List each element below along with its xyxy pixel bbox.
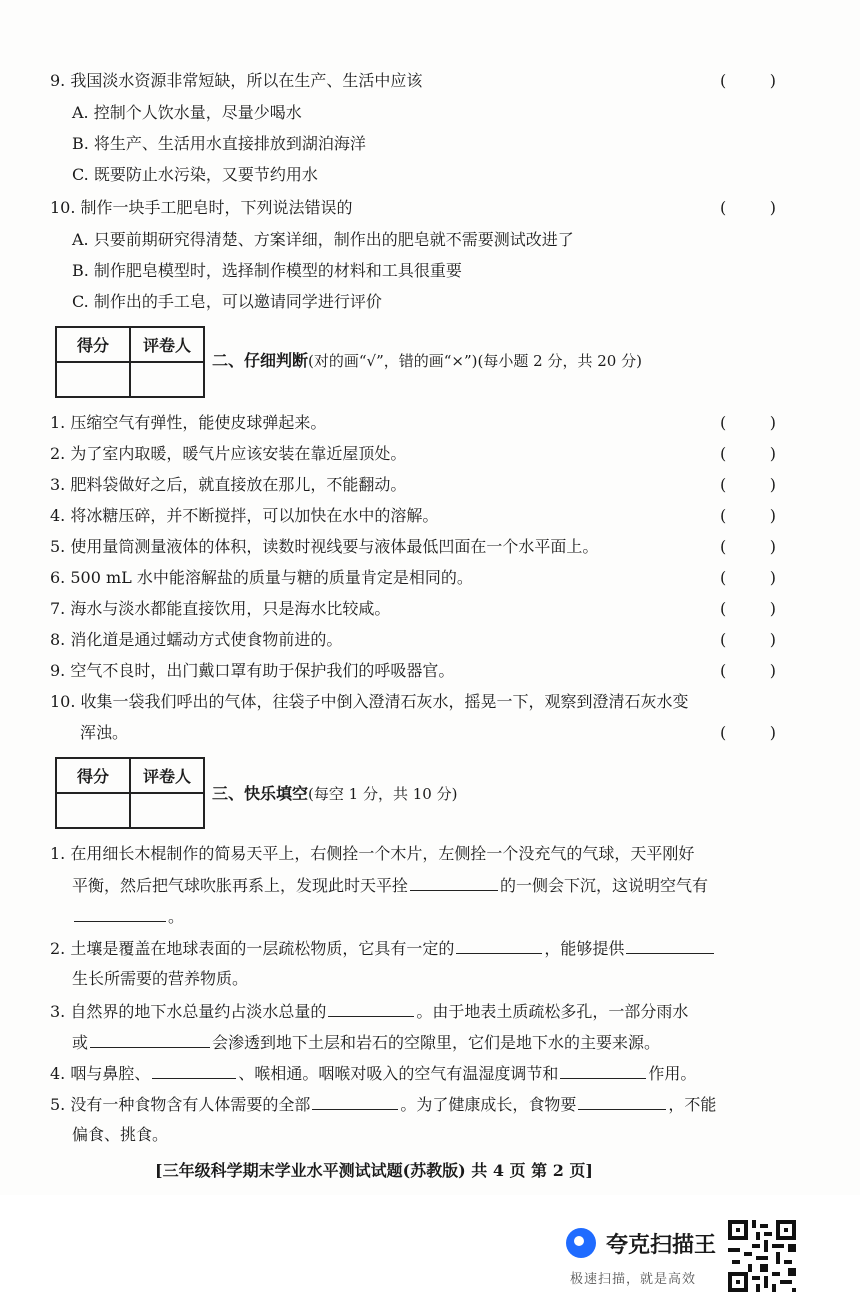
score-cell [56,793,130,828]
judge-item-3: 3. 肥料袋做好之后，就直接放在那儿，不能翻动。 [50,475,407,494]
judge-item-9: 9. 空气不良时，出门戴口罩有助于保护我们的呼吸器官。 [50,661,455,680]
page-footer: [三年级科学期末学业水平测试试题(苏教版) 共 4 页 第 2 页] [155,1161,593,1180]
fill-item-4: 4. 咽与鼻腔、 、喉相通。咽喉对吸入的空气有温湿度调节和 作用。 [50,1064,697,1083]
judge-item-2: 2. 为了室内取暖，暖气片应该安装在靠近屋顶处。 [50,444,407,463]
fill-item-5-line2: 偏食、挑食。 [72,1125,169,1144]
fill-item-1-line3: 。 [72,905,184,928]
judge-item-10-cont: 浑浊。 [80,723,129,742]
answer-blank[interactable] [312,1093,398,1110]
judge-item-6: 6. 500 mL 水中能溶解盐的质量与糖的质量肯定是相同的。 [50,568,473,587]
grader-cell [130,793,204,828]
section-3-title: 三、快乐填空(每空 1 分，共 10 分) [212,784,458,803]
score-box-part2 [55,326,205,398]
answer-paren-j9: ( ) [720,661,776,680]
score-cell [56,362,130,397]
question-9-option-a: A. 控制个人饮水量，尽量少喝水 [72,103,302,122]
judge-item-10: 10. 收集一袋我们呼出的气体，往袋子中倒入澄清石灰水，摇晃一下，观察到澄清石灰水变 [50,692,689,711]
answer-paren-j5: ( ) [720,537,776,556]
grader-label: 评卷人 [130,327,204,362]
answer-paren-j3: ( ) [720,475,776,494]
fill-item-1-line1: 1. 在用细长木棍制作的简易天平上，右侧拴一个木片，左侧拴一个没充气的气球，天平刚好 [50,844,695,863]
answer-paren-j10: ( ) [720,723,776,742]
answer-blank[interactable] [74,905,166,922]
answer-paren-j6: ( ) [720,568,776,587]
section-2-title: 二、仔细判断(对的画“√”，错的画“×”)(每小题 2 分，共 20 分) [212,351,642,370]
fill-item-2-line2: 生长所需要的营养物质。 [72,969,249,988]
question-10-option-a: A. 只要前期研究得清楚、方案详细，制作出的肥皂就不需要测试改进了 [72,230,574,249]
quark-logo-icon [566,1228,596,1258]
judge-item-1: 1. 压缩空气有弹性，能使皮球弹起来。 [50,413,327,432]
qr-code-icon [728,1220,796,1292]
answer-blank[interactable] [578,1093,666,1110]
question-10-option-b: B. 制作肥皂模型时，选择制作模型的材料和工具很重要 [72,261,462,280]
question-9-option-c: C. 既要防止水污染，又要节约用水 [72,165,318,184]
fill-item-2-line1: 2. 土壤是覆盖在地球表面的一层疏松物质，它具有一定的 ，能够提供 [50,937,716,960]
answer-paren-q10: ( ) [720,198,776,217]
answer-paren-j1: ( ) [720,413,776,432]
score-label: 得分 [56,327,130,362]
answer-paren-j4: ( ) [720,506,776,525]
answer-blank[interactable] [328,1000,414,1017]
watermark-tagline: 极速扫描，就是高效 [570,1272,697,1287]
answer-blank[interactable] [152,1062,236,1079]
answer-blank[interactable] [90,1031,210,1048]
scanner-watermark [566,1224,726,1294]
answer-paren-j2: ( ) [720,444,776,463]
fill-item-3-line1: 3. 自然界的地下水总量约占淡水总量的 。由于地表土质疏松多孔，一部分雨水 [50,1002,689,1021]
watermark-brand-name: 夸克扫描王 [606,1233,717,1258]
question-9-option-b: B. 将生产、生活用水直接排放到湖泊海洋 [72,134,366,153]
fill-item-5-line1: 5. 没有一种食物含有人体需要的全部 。为了健康成长，食物要 ，不能 [50,1095,717,1114]
judge-item-8: 8. 消化道是通过蠕动方式使食物前进的。 [50,630,343,649]
fill-item-3-line2: 或 会渗透到地下土层和岩石的空隙里，它们是地下水的主要来源。 [72,1033,661,1052]
score-label: 得分 [56,758,130,793]
score-box-part3 [55,757,205,829]
answer-blank[interactable] [410,874,498,891]
answer-paren-j8: ( ) [720,630,776,649]
question-9-stem: 9. 我国淡水资源非常短缺，所以在生产、生活中应该 [50,71,423,90]
judge-item-4: 4. 将冰糖压碎，并不断搅拌，可以加快在水中的溶解。 [50,506,439,525]
judge-item-5: 5. 使用量筒测量液体的体积，读数时视线要与液体最低凹面在一个水平面上。 [50,537,599,556]
fill-item-1-line2: 平衡，然后把气球吹胀再系上，发现此时天平拴 的一侧会下沉，这说明空气有 [72,876,709,895]
grader-label: 评卷人 [130,758,204,793]
question-10-option-c: C. 制作出的手工皂，可以邀请同学进行评价 [72,292,382,311]
grader-cell [130,362,204,397]
answer-paren-q9: ( ) [720,71,776,90]
answer-blank[interactable] [456,937,542,954]
answer-blank[interactable] [626,937,714,954]
answer-paren-j7: ( ) [720,599,776,618]
judge-item-7: 7. 海水与淡水都能直接饮用，只是海水比较咸。 [50,599,391,618]
question-10-stem: 10. 制作一块手工肥皂时，下列说法错误的 [50,198,353,217]
answer-blank[interactable] [560,1062,646,1079]
